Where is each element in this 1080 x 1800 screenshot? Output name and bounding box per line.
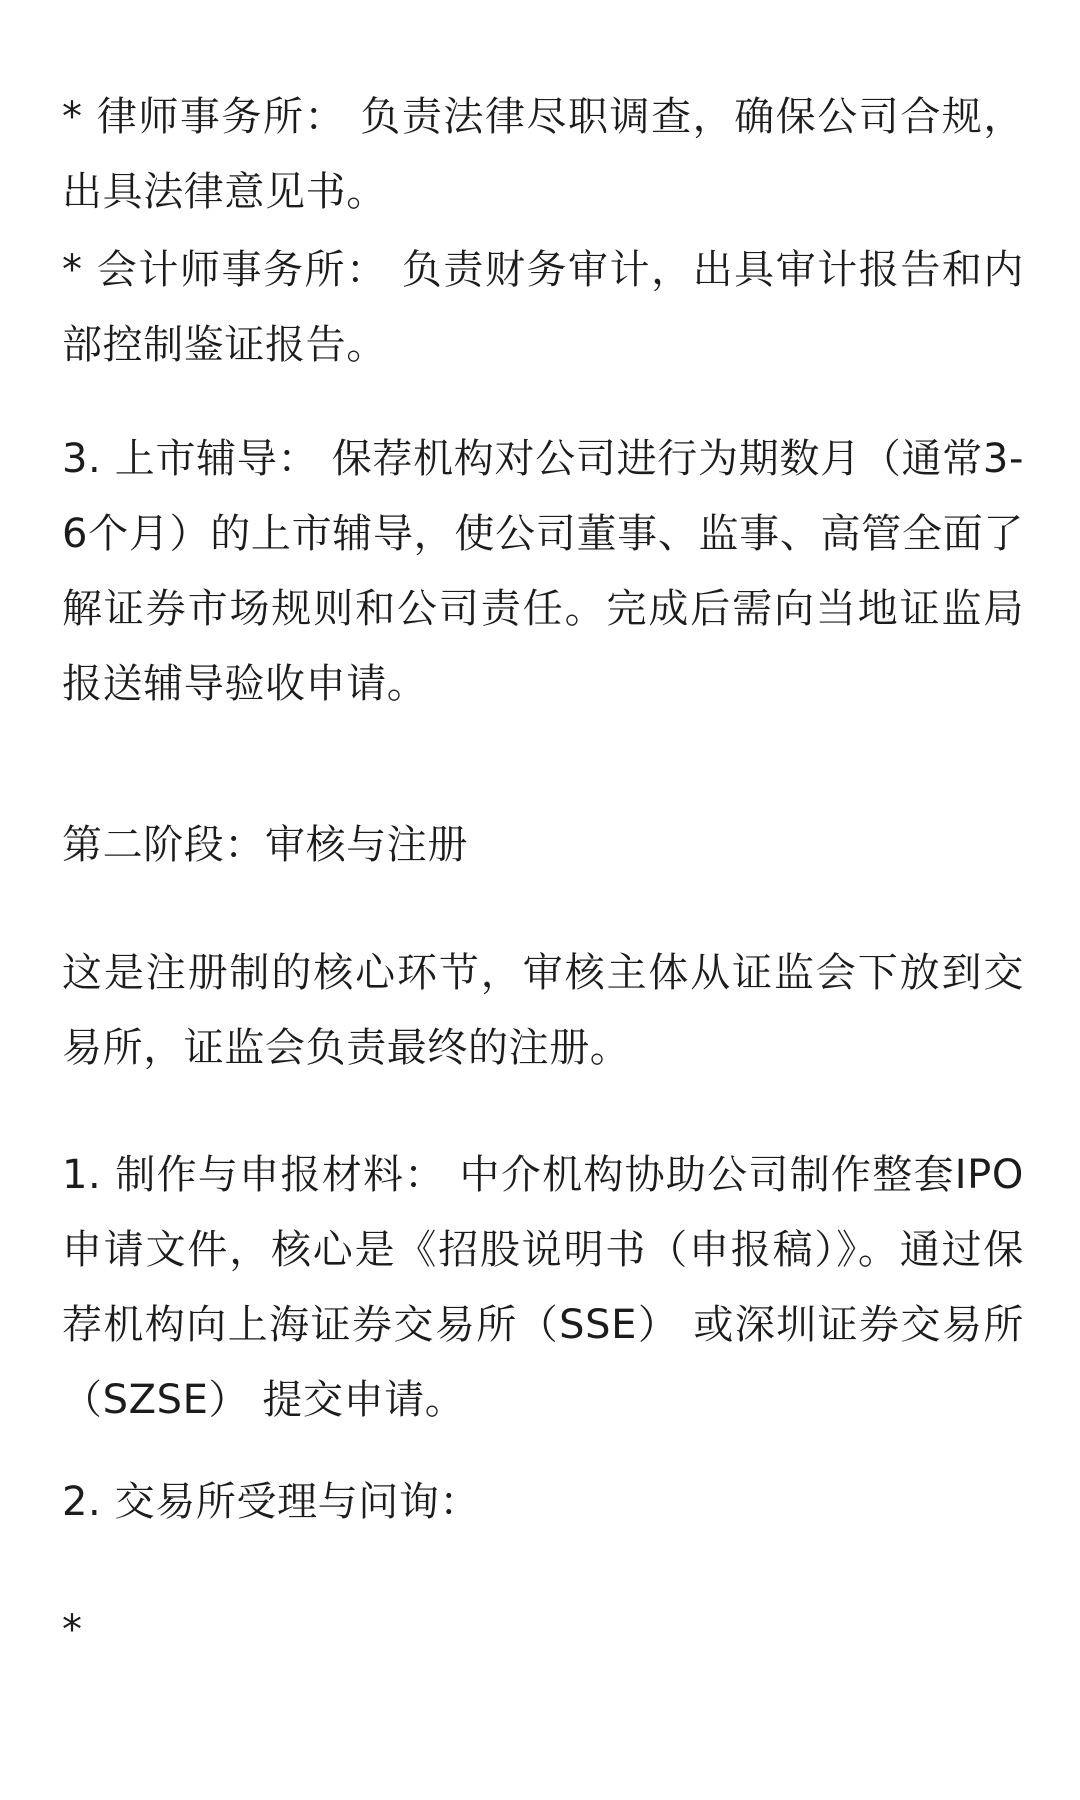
paragraph-exchange-inquiry: 2. 交易所受理与问询：: [62, 1479, 481, 1525]
paragraph-bullet-start: *: [62, 1607, 83, 1653]
paragraph-law-firm: * 律师事务所： 负责法律尽职调查，确保公司合规，出具法律意见书。: [62, 94, 1024, 215]
paragraph-registration-core: 这是注册制的核心环节，审核主体从证监会下放到交易所，证监会负责最终的注册。: [62, 950, 1024, 1071]
paragraph-listing-guidance: 3. 上市辅导： 保荐机构对公司进行为期数月（通常3-6个月）的上市辅导，使公司董事、监事、高管全面了解证券市场规则和公司责任。完成后需向当地证监局报送辅导验收申请。: [62, 436, 1024, 707]
paragraph-accounting-firm: * 会计师事务所： 负责财务审计，出具审计报告和内部控制鉴证报告。: [62, 247, 1024, 368]
section-heading-stage-two: 第二阶段：审核与注册: [62, 822, 468, 868]
paragraph-application-materials: 1. 制作与申报材料： 中介机构协助公司制作整套IPO申请文件，核心是《招股说明书（申报稿）》。通过保荐机构向上海证券交易所（SSE） 或深圳证券交易所（SZSE） 提交申请。: [62, 1152, 1024, 1423]
